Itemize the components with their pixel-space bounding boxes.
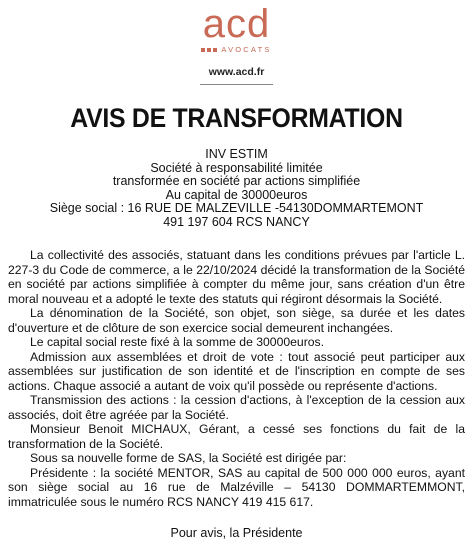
paragraph: Sous sa nouvelle forme de SAS, la Société est dirigée par: bbox=[30, 451, 347, 465]
company-rcs: 491 197 604 RCS NANCY bbox=[163, 214, 310, 229]
acd-logo bbox=[0, 4, 473, 54]
company-name: INV ESTIM bbox=[205, 147, 268, 161]
logo-tagline: AVOCATS bbox=[221, 45, 272, 54]
logo-wordmark: acd bbox=[202, 2, 271, 46]
paragraph: La collectivité des associés, statuant dans les conditions prévues par l'article L. 227-3 du Code de commerce, a le 22/10/2024 décidé la transformation de la Société en société par actions simplifiée à compter du même jour, sans création d'un être moral nouveau et a adopté le texte des statuts qui régiront désormais la Société. bbox=[8, 248, 465, 306]
paragraph: Le capital social reste fixé à la somme de 30000euros. bbox=[30, 335, 325, 349]
company-header bbox=[0, 148, 473, 229]
divider bbox=[200, 84, 273, 85]
paragraph: Monsieur Benoit MICHAUX, Gérant, a cessé ses fonctions du fait de la transformation de la Société. bbox=[8, 422, 465, 451]
paragraph: Transmission des actions : la cession d'actions, à l'exception de la cession aux associés, doit être agréée par la Société. bbox=[8, 393, 465, 422]
signature: Pour avis, la Présidente bbox=[170, 526, 303, 540]
logo-subline bbox=[0, 45, 473, 54]
notice-title: AVIS DE TRANSFORMATION bbox=[70, 103, 403, 133]
company-new-form: transformée en société par actions simplifiée bbox=[112, 174, 361, 188]
paragraph: Présidente : la société MENTOR, SAS au capital de 500 000 000 euros, ayant son siège social au 16 rue de Malzéville – 54130 DOMMARTEMMONT, immatriculée sous le numéro RCS NANCY 419 415 617. bbox=[8, 465, 465, 509]
logo-dots-icon bbox=[201, 48, 217, 52]
website-url[interactable]: www.acd.fr bbox=[208, 66, 265, 78]
company-form: Société à responsabilité limitée bbox=[150, 160, 323, 175]
company-capital: Au capital de 30000euros bbox=[165, 187, 308, 202]
company-registered-office: Siège social : 16 RUE DE MALZEVILLE -54130DOMMARTEMONT bbox=[49, 201, 424, 215]
paragraph: La dénomination de la Société, son objet, son siège, sa durée et les dates d'ouverture et de clôture de son exercice social demeurent inchangées. bbox=[8, 306, 465, 335]
notice-body bbox=[8, 248, 465, 509]
paragraph: Admission aux assemblées et droit de vote : tout associé peut participer aux assemblées sur justification de son identité et de l'inscription en compte de ses actions. Chaque associé a autant de voix qu'il possède ou représente d'actions. bbox=[8, 349, 465, 393]
